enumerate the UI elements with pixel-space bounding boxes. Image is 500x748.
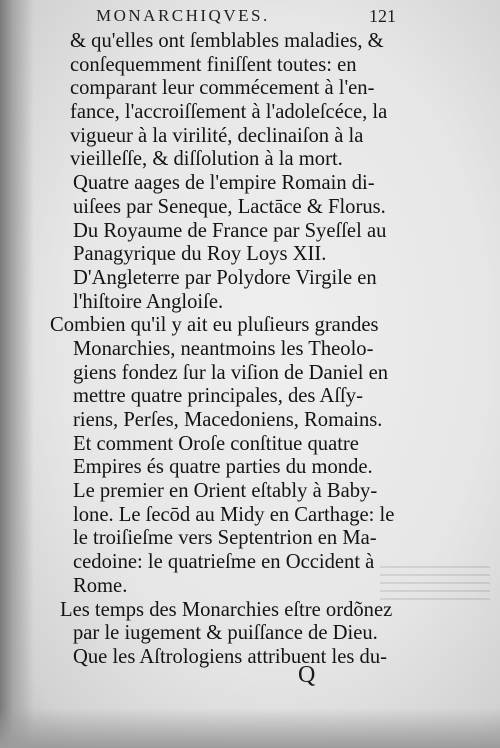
text-line: uiſees par Seneque, Lactāce & Florus. [73, 195, 386, 218]
text-line: par le iugement & puiſſance de Dieu. [73, 622, 378, 645]
text-line: Les temps des Monarchies eſtre ordõnez [60, 598, 393, 621]
text-line: Du Royaume de France par Syeſſel au [73, 219, 387, 242]
text-line: riens, Perſes, Macedoniens, Romains. [73, 409, 383, 431]
text-line: Empires és quatre parties du monde. [73, 456, 373, 479]
bottom-shadow [0, 708, 500, 748]
text-line: D'Angleterre par Polydore Virgile en [73, 266, 377, 289]
page-header [96, 6, 396, 30]
text-line: Le premier en Orient eſtably à Baby- [73, 480, 378, 503]
gutter-shadow [0, 0, 34, 748]
text-line: & qu'elles ont ſemblables maladies, & [70, 30, 384, 52]
main-text [50, 30, 410, 670]
text-line: conſequemment finiſſent toutes: en [70, 53, 357, 76]
text-line: cedoine: le quatrieſme en Occident à [73, 551, 375, 574]
text-line: vigueur à la virilité, declinaiſon à la [70, 124, 364, 147]
text-line: vieilleſſe, & diſſolution à la mort. [70, 148, 343, 171]
text-line: mettre quatre principales, des Aſſy- [73, 385, 363, 408]
text-line: le troiſieſme vers Septentrion en Ma- [73, 527, 377, 550]
catchword: Q [298, 662, 316, 688]
page-number: 121 [369, 6, 396, 26]
text-line: Quatre aages de l'empire Romain di- [73, 172, 375, 195]
text-line: l'hiſtoire Angloiſe. [73, 290, 224, 313]
text-line: Combien qu'il y ait eu pluſieurs grandes [50, 314, 379, 337]
text-line: Panagyrique du Roy Loys XII. [73, 243, 327, 266]
text-line: lone. Le ſecōd au Midy en Carthage: le [73, 503, 395, 526]
text-line: fance, l'accroiſſement à l'adoleſcéce, la [70, 101, 388, 124]
text-line: Monarchies, neantmoins les Theolo- [73, 337, 374, 360]
text-line: comparant leur commécement à l'en- [70, 77, 375, 100]
text-line: giens fondez ſur la viſion de Daniel en [73, 361, 389, 384]
text-line: Que les Aſtrologiens attribuent les du- [73, 645, 387, 668]
text-line: Et comment Oroſe conſtitue quatre [73, 432, 359, 455]
text-line: Rome. [73, 574, 128, 597]
running-head: MONARCHIQVES. [96, 6, 270, 25]
